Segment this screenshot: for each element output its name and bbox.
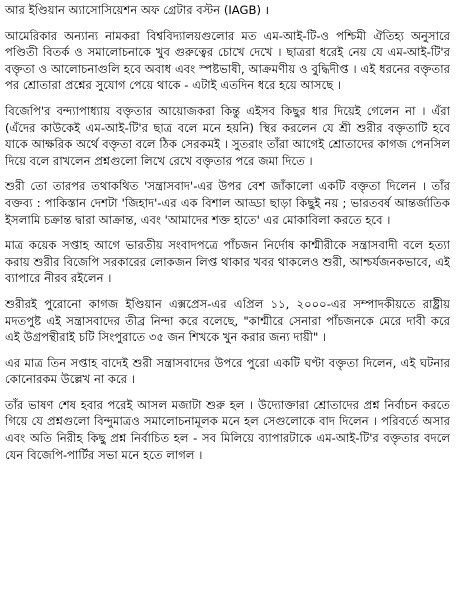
paragraph-speech-content: শুরী তো তারপর তথাকথিত 'সন্ত্রাসবাদ'-এর উপর বেশ জাঁকালো একটি বক্তৃতা দিলেন । তাঁর বক্তব্য : পাকিস্তান দেশটা 'জিহাদ'-এর এক বিশাল আড্ডা ছাড়া কিছুই নয় ; ভারতবর্ষ আন্তর্জাতিক ইসলামি চক্রান্ত দ্বারা আক্রান্ত, এবং 'আমাদের শক্ত হাতে' এর মোকাবিলা করতে হবে । xyxy=(5,179,450,227)
paragraph-question-selection: তাঁর ভাষণ শেষ হবার পরেই আসল মজাটা শুরু হল । উদ্যোক্তারা শ্রোতাদের প্রশ্ন নির্বাচন করতে গিয়ে যে প্রশ্নগুলো বিন্দুমাত্রও সমালোচনামূলক মনে হল সেগুলোকে বাদ দিলেন । পরিবর্তে অসার এবং অতি নিরীহ কিছু প্রশ্ন নির্বাচিত হল - সব মিলিয়ে ব্যাপারটাকে এম-আই-টি'র বক্তৃতার বদলে যেন বিজেপি-পার্টির সভা মনে হতে লাগল । xyxy=(5,397,450,462)
paragraph-organizers: বিজেপি'র বন্দ্যাপাধ্যায় বক্তৃতার আয়োজকরা কিন্তু এইসব কিছুর ধার দিয়েই গেলেন না । এঁরা (এঁদের কাউকেই এম-আই-টি'র ছাত্র বলে মনে হয়নি) স্থির করলেন যে শ্রী শুরীর বক্তৃতাটি হবে যাকে আক্ষরিক অর্থে বক্তৃতা বলে ঠিক সেরকমই । সুতরাং তাঁরা আগেই শ্রোতাদের কাগজ পেনসিল দিয়ে বলে রাখলেন প্রশ্নগুলো লিখে রেখে বক্তৃতার পরে জমা দিতে । xyxy=(5,103,451,168)
paragraph-intro-line: আর ইণ্ডিয়ান অ্যাসোসিয়েশন অফ গ্রেটার বস্টন (IAGB) । xyxy=(5,3,270,17)
paragraph-mit-tradition: আমেরিকার অন্যান্য নামকরা বিশ্ববিদ্যালয়গুলোর মত এম-আই-টি-ও পশ্চিমী ঐতিহ্য অনুসারে পণ্ডিতী বিতর্ক ও সমালোচনাকে খুব গুরুত্বের চোখে দেখে । ছাত্ররা ধরেই নেয় যে এম-আই-টি'র বক্তৃতা ও আলোচনাগুলি হবে অবাধ এবং স্পষ্টভাষী, আক্রমণীয় ও বুদ্ধিদীপ্ত । এই ধরনের বক্তৃতার পর শ্রোতারা প্রশ্নের সুযোগ পেয়ে থাকে - এটাই এতদিন ধরে হয়ে আসছে । xyxy=(5,28,450,93)
paragraph-editorial-quote: শুরীরই পুরোনো কাগজ ইণ্ডিয়ান এক্সপ্রেস-এর এপ্রিল ১১, ২০০০-এর সম্পাদকীয়তে রাষ্ট্রীয় মদতপুষ্ট এই সন্ত্রাসবাদের তীব্র নিন্দা করে বলেছে, "কাশ্মীরে সেনারা পাঁচজনকে মেরে দাবী করে এই উগ্রপন্থীরাই চটি সিংপুরাতে ৩৫ জন শিখকে খুন করার জন্য দায়ী" । xyxy=(5,296,450,345)
paragraph-three-weeks: এর মাত্র তিন সপ্তাহ বাদেই শুরী সন্ত্রাসবাদের উপরে পুরো একটি ঘণ্টা বক্তৃতা দিলেন, এই ঘটনার কোনোরকম উল্লেখ না করে । xyxy=(5,355,450,387)
paragraph-kashmir-news: মাত্র কয়েক সপ্তাহ আগে ভারতীয় সংবাদপত্রে পাঁচজন নির্দোষ কাশ্মীরীকে সন্ত্রাসবাদী বলে হত্যা করায় শুরীর বিজেপি সরকারের লোকজন লিপ্ত থাকার খবর থাকলেও শুরী, আশ্চর্যজনকভাবে, এই ব্যাপারে নীরব রইলেন । xyxy=(5,238,450,286)
